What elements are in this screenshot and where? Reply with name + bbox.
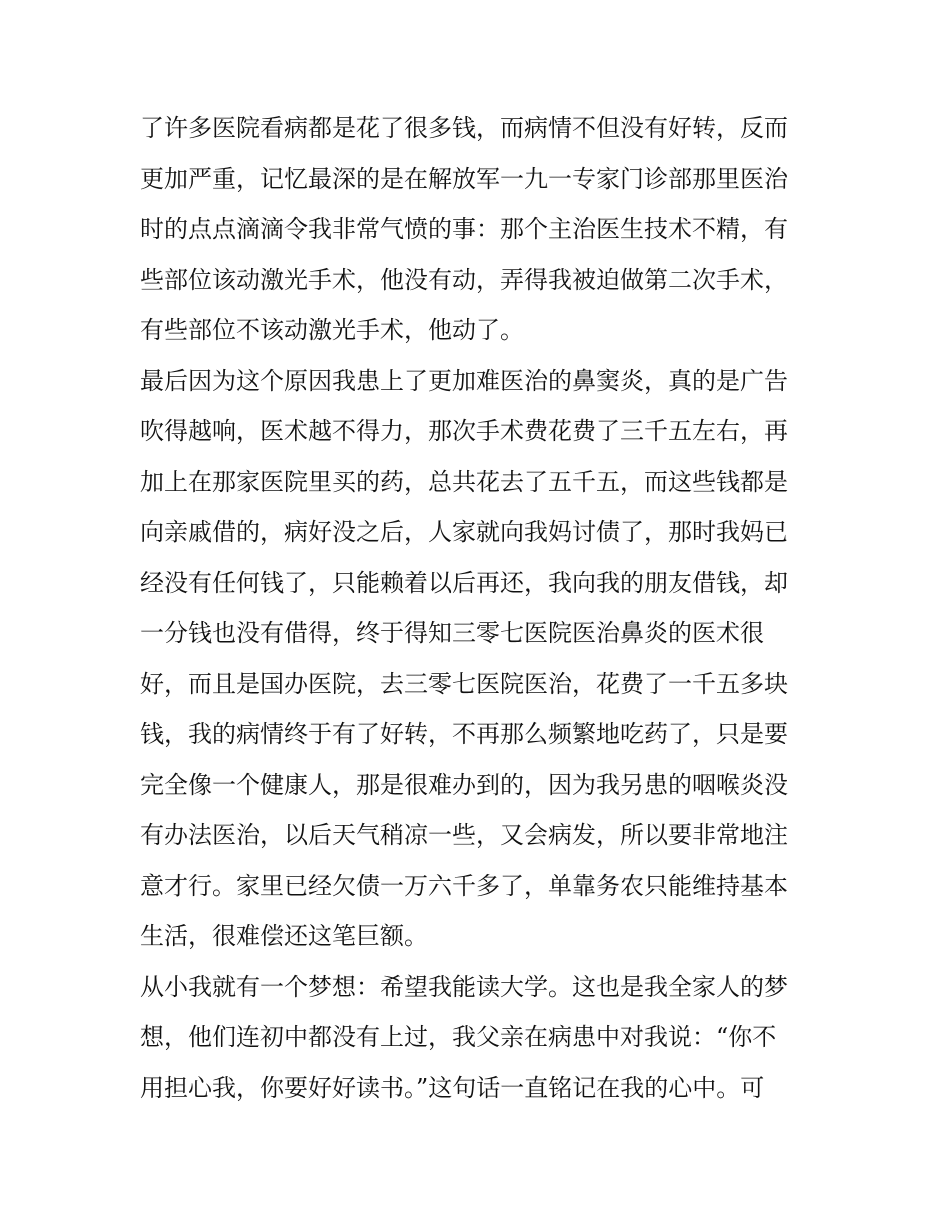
text-line: 钱，我的病情终于有了好转，不再那么频繁地吃药了，只是要 — [140, 720, 788, 748]
text-line: 一分钱也没有借得，终于得知三零七医院医治鼻炎的医术很 — [140, 619, 764, 647]
text-line: 意才行。家里已经欠债一万六千多了，单靠务农只能维持基本 — [140, 871, 788, 900]
text-line: 从小我就有一个梦想：希望我能读大学。这也是我全家人的梦 — [140, 972, 788, 1001]
text-line: 有些部位不该动激光手术，他动了。 — [140, 316, 524, 344]
body-text — [140, 103, 820, 1113]
text-line: 有办法医治，以后天气稍凉一些，又会病发，所以要非常地注 — [140, 821, 788, 849]
text-line: 好，而且是国办医院，去三零七医院医治，花费了一千五多块 — [140, 669, 788, 698]
text-line: 经没有任何钱了，只能赖着以后再还，我向我的朋友借钱，却 — [140, 568, 788, 597]
text-line: 加上在那家医院里买的药，总共花去了五千五，而这些钱都是 — [140, 467, 788, 496]
text-line: 更加严重，记忆最深的是在解放军一九一专家门诊部那里医治 — [140, 164, 788, 193]
text-line: 时的点点滴滴令我非常气愤的事：那个主治医生技术不精，有 — [140, 215, 788, 243]
text-line: 最后因为这个原因我患上了更加难医治的鼻窦炎，真的是广告 — [140, 366, 788, 395]
text-line: 了许多医院看病都是花了很多钱，而病情不但没有好转，反而 — [140, 114, 788, 142]
text-line: 想，他们连初中都没有上过，我父亲在病患中对我说：“你不 — [140, 1023, 777, 1051]
text-line: 用担心我，你要好好读书。”这句话一直铭记在我的心中。可 — [140, 1073, 765, 1102]
text-line: 吹得越响，医术越不得力，那次手术费花费了三千五左右，再 — [140, 417, 788, 445]
text-line: 完全像一个健康人，那是很难办到的，因为我另患的咽喉炎没 — [140, 770, 788, 799]
text-line: 生活，很难偿还这笔巨额。 — [140, 922, 428, 950]
text-line: 些部位该动激光手术，他没有动，弄得我被迫做第二次手术， — [140, 265, 788, 294]
text-line: 向亲戚借的，病好没之后，人家就向我妈讨债了，那时我妈已 — [140, 518, 788, 546]
